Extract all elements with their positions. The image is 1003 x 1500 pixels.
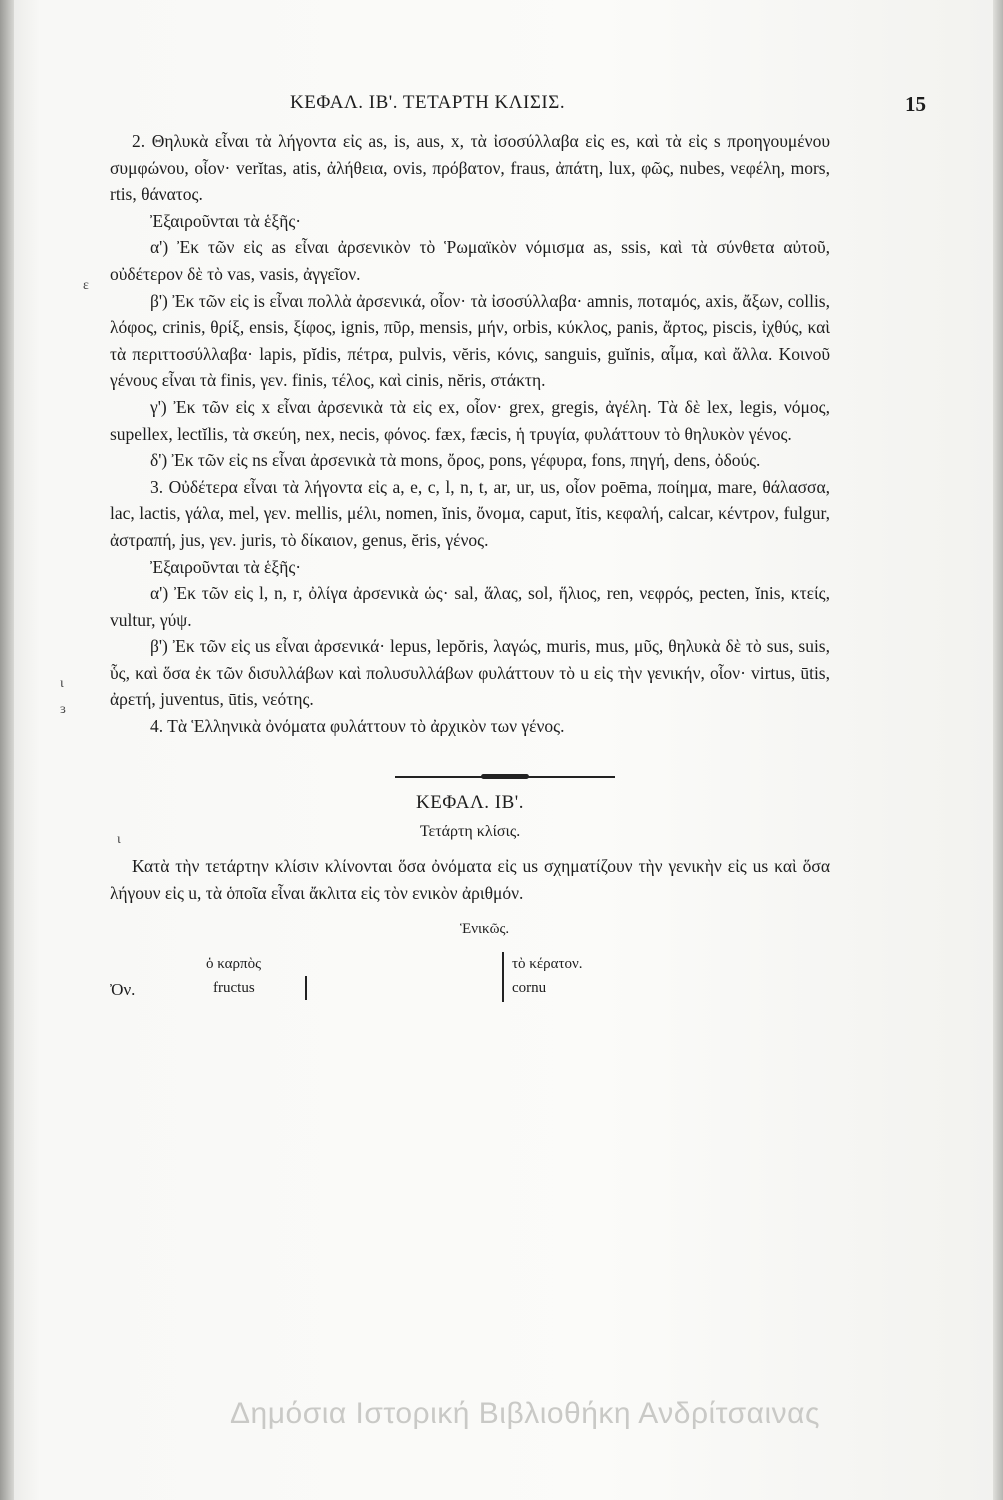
table-bracket-left bbox=[305, 976, 307, 1000]
paragraph-exception-a: α') Ἐκ τῶν εἰς as εἶναι ἀρσενικὸν τὸ Ῥωμαϊκὸν νόμισμα as, ssis, καὶ τὰ σύνθετα αὐτοῦ, οὐδέτερον δὲ τὸ vas, vasis, ἀγγεῖον. bbox=[110, 237, 830, 284]
paragraph-exceptions-heading: Ἐξαιροῦνται τὰ ἑξῆς· bbox=[150, 210, 302, 231]
section-divider bbox=[395, 775, 615, 778]
paragraph-exception-b-2: β') Ἐκ τῶν εἰς us εἶναι ἀρσενικά· lepus, lepŏris, λαγώς, muris, mus, μῦς, θηλυκὰ δὲ τὸ sus, suis, ὗς, καὶ ὅσα ἐκ τῶν δισυλλάβων καὶ πολυσυλλάβων φυλάττουν τὸ u εἰς τὴν γενικήν, οἷον· virtus, ūtis, ἀρετή, juventus, ūtis, νεότης. bbox=[110, 636, 830, 710]
col1-greek-noun: ὁ καρπὸς bbox=[206, 956, 262, 972]
margin-mark-1: ε bbox=[83, 278, 89, 293]
margin-mark-4: ɜ bbox=[60, 702, 66, 717]
page-left-edge bbox=[0, 0, 14, 1500]
paragraph-exceptions-heading-2: Ἐξαιροῦνται τὰ ἑξῆς· bbox=[150, 556, 302, 577]
table-bracket-right bbox=[502, 952, 504, 1002]
chapter-intro-block bbox=[110, 853, 830, 906]
chapter-intro: Κατὰ τὴν τετάρτην κλίσιν κλίνονται ὅσα ὀνόματα εἰς us σχηματίζουν τὴν γενικὴν εἰς us καὶ ὅσα λήγουν εἰς u, τὰ ὁποῖα εἶναι ἄκλιτα εἰς τὸν ενικὸν ἀριθμόν. bbox=[110, 856, 830, 903]
paragraph-neuter: 3. Οὐδέτερα εἶναι τὰ λήγοντα εἰς a, e, c, l, n, t, ar, ur, us, οἷον poēma, ποίημα, mare, θάλασσα, lac, lactis, γάλα, mel, γεν. mellis, μέλι, nomen, ĭnis, ὄνομα, caput, ĭtis, κεφαλή, calcar, κέντρον, fulgur, ἀστραπή, jus, γεν. juris, τὸ δίκαιον, genus, ĕris, γένος. bbox=[110, 476, 830, 550]
paragraph-greek-nouns: 4. Τὰ Ἑλληνικὰ ὀνόματα φυλάττουν τὸ ἀρχικὸν των γένος. bbox=[150, 716, 565, 737]
declension-table bbox=[110, 948, 710, 1018]
col1-latin-noun: fructus bbox=[213, 980, 255, 996]
paragraph-exception-c: γ') Ἐκ τῶν εἰς x εἶναι ἀρσενικὰ τὰ εἰς ex, οἷον· grex, gregis, ἀγέλη. Τὰ δὲ lex, legis, νόμος, supellex, lectĭlis, τὰ σκεύη, nex, necis, φόνος. fæx, fæcis, ἡ τρυγία, φυλάττουν τὸ θηλυκὸν γένος. bbox=[110, 396, 830, 444]
case-label-nominative: Ὀν. bbox=[110, 980, 136, 999]
col2-greek-noun: τὸ κέρατον. bbox=[512, 956, 583, 972]
page-number: 15 bbox=[905, 92, 926, 116]
paragraph-exception-d: δ') Ἐκ τῶν εἰς ns εἶναι ἀρσενικὰ τὰ mons, ὄρος, pons, γέφυρα, fons, πηγή, dens, ὀδούς. bbox=[150, 450, 761, 471]
paragraph-feminine: 2. Θηλυκὰ εἶναι τὰ λήγοντα εἰς as, is, aus, x, τὰ ἰσοσύλλαβα εἰς es, καὶ τὰ εἰς s προηγουμένου συμφώνου, οἷον· verĭtas, atis, ἀλήθεια, ovis, πρόβατον, fraus, ἀπάτη, lux, φῶς, nubes, νεφέλη, mors, rtis, θάνατος. bbox=[110, 131, 830, 205]
margin-mark-2: ι bbox=[117, 832, 121, 847]
divider-ornament bbox=[481, 774, 529, 779]
library-watermark: Δημόσια Ιστορική Βιβλιοθήκη Ανδρίτσαινας bbox=[230, 1397, 820, 1430]
col2-latin-noun: cornu bbox=[512, 980, 547, 996]
number-label-singular: Ἑνικῶς. bbox=[460, 921, 510, 937]
running-header: ΚΕΦΑΛ. ΙΒ'. ΤΕΤΑΡΤΗ ΚΛΙΣΙΣ. bbox=[290, 92, 566, 113]
margin-mark-3: ι bbox=[60, 676, 64, 691]
paragraph-exception-b: β') Ἐκ τῶν εἰς is εἶναι πολλὰ ἀρσενικά, οἷον· τὰ ἰσοσύλλαβα· amnis, ποταμός, axis, ἄξων, collis, λόφος, crinis, θρίξ, ensis, ξίφος, ignis, πῦρ, mensis, μήν, orbis, κύκλος, panis, ἄρτος, piscis, ἰχθύς, καὶ τὰ περιττοσύλλαβα· lapis, pĭdis, πέτρα, pulvis, vĕris, κόνις, sanguis, guĭnis, αἷμα, καὶ ἄλλα. Κοινοῦ γένους εἶναι τὰ finis, γεν. finis, τέλος, καὶ cinis, nĕris, στάκτη. bbox=[110, 290, 830, 391]
chapter-subtitle: Τετάρτη κλίσις. bbox=[419, 823, 521, 840]
body-text-section-2-4 bbox=[110, 128, 830, 740]
paragraph-exception-a-2: α') Ἐκ τῶν εἰς l, n, r, ὀλίγα ἀρσενικὰ ὡς· sal, ἅλας, sol, ἥλιος, ren, νεφρός, pecten, ĭnis, κτείς, vultur, γύψ. bbox=[110, 583, 830, 630]
chapter-title: ΚΕΦΑΛ. ΙΒ'. bbox=[416, 792, 524, 813]
page-right-edge bbox=[993, 0, 1003, 1500]
